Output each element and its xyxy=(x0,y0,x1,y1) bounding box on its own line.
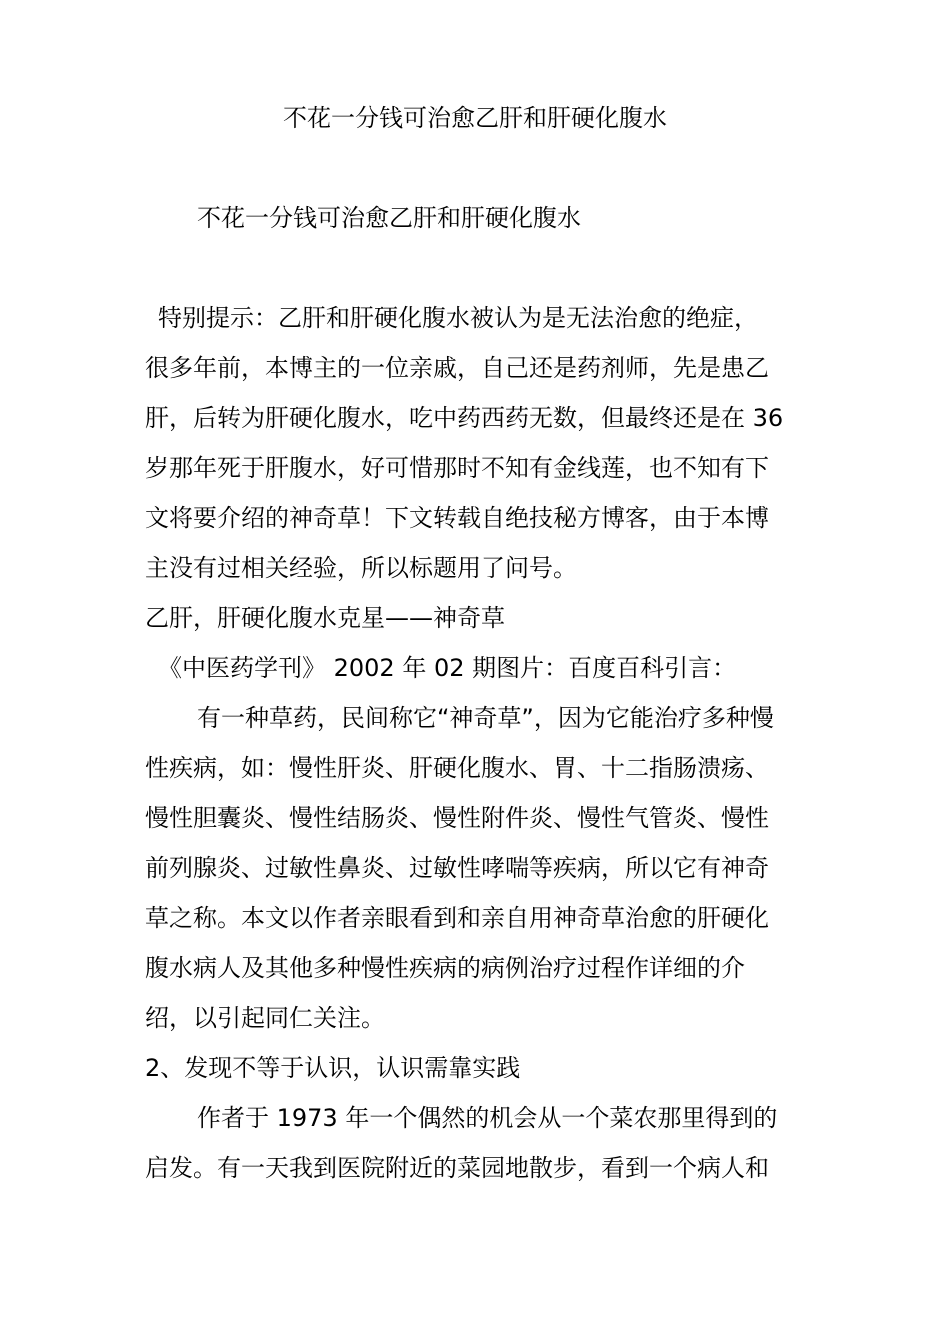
paragraph-line: 绍，以引起同仁关注。 xyxy=(145,1004,385,1032)
paragraph-line: 主没有过相关经验，所以标题用了问号。 xyxy=(145,554,577,582)
paragraph-line: 性疾病，如：慢性肝炎、肝硬化腹水、胃、十二指肠溃疡、 xyxy=(145,754,769,782)
paragraph-line: 前列腺炎、过敏性鼻炎、过敏性哮喘等疾病，所以它有神奇 xyxy=(145,854,769,882)
paragraph-line: 慢性胆囊炎、慢性结肠炎、慢性附件炎、慢性气管炎、慢性 xyxy=(145,804,769,832)
paragraph-line: 有一种草药，民间称它“神奇草”，因为它能治疗多种慢 xyxy=(197,704,774,732)
paragraph-line: 肝，后转为肝硬化腹水，吃中药西药无数，但最终还是在 36 xyxy=(145,404,784,432)
paragraph-line: 很多年前，本博主的一位亲戚，自己还是药剂师，先是患乙 xyxy=(145,354,769,382)
document-subtitle: 不花一分钱可治愈乙肝和肝硬化腹水 xyxy=(197,204,581,232)
paragraph-line: 岁那年死于肝腹水，好可惜那时不知有金线莲，也不知有下 xyxy=(145,454,769,482)
paragraph-line: 特别提示：乙肝和肝硬化腹水被认为是无法治愈的绝症， xyxy=(158,304,758,332)
paragraph-line: 文将要介绍的神奇草！下文转载自绝技秘方博客，由于本博 xyxy=(145,504,769,532)
citation-line: 《中医药学刊》 2002 年 02 期图片：百度百科引言： xyxy=(158,654,737,682)
paragraph-line: 草之称。本文以作者亲眼看到和亲自用神奇草治愈的肝硬化 xyxy=(145,904,769,932)
paragraph-line: 作者于 1973 年一个偶然的机会从一个菜农那里得到的 xyxy=(197,1104,778,1132)
section-heading: 2、发现不等于认识，认识需靠实践 xyxy=(145,1054,521,1082)
paragraph-line: 腹水病人及其他多种慢性疾病的病例治疗过程作详细的介 xyxy=(145,954,745,982)
document-title: 不花一分钱可治愈乙肝和肝硬化腹水 xyxy=(283,104,667,132)
paragraph-line: 启发。有一天我到医院附近的菜园地散步，看到一个病人和 xyxy=(145,1154,769,1182)
section-heading: 乙肝，肝硬化腹水克星——神奇草 xyxy=(145,604,505,632)
